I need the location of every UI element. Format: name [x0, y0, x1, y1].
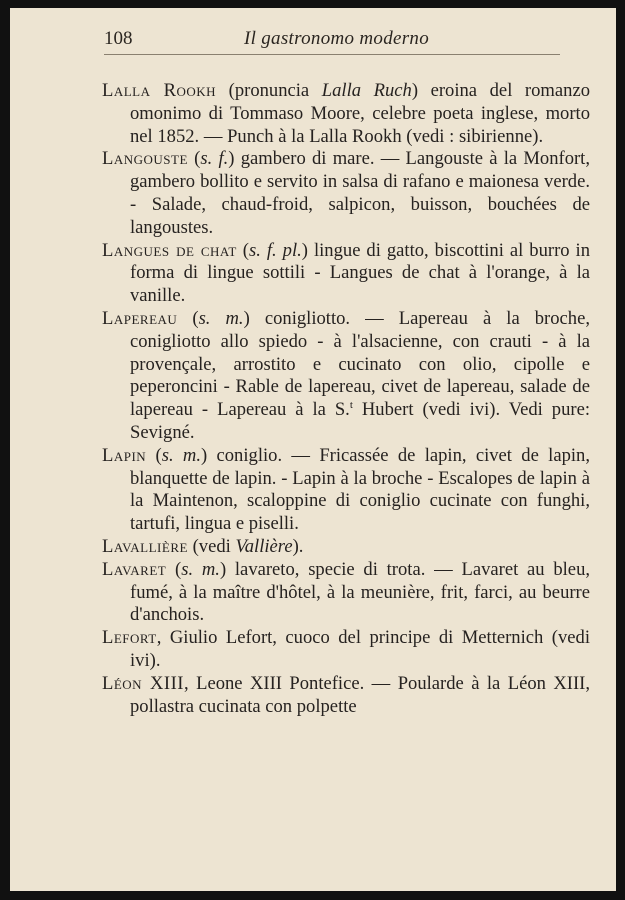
entry-lavaret: [102, 559, 590, 627]
entry-text: , Leone XIII Pontefice. — Poularde à la Léon XIII, pollastra cucinata con polpette: [130, 672, 591, 717]
entry-text: ) lavareto, specie di trota. — Lavaret au bleu, fumé, à la maître d'hôtel, à la meunière, frit, farci, au beurre d'anchois.: [130, 558, 591, 626]
book-page: [10, 8, 616, 891]
entry-text: (vedi: [187, 535, 236, 557]
entry-italic: s. f.: [200, 148, 229, 170]
entry-italic: s. f. pl.: [249, 239, 302, 261]
entry-italic: s. m.: [198, 307, 244, 329]
entry-text: (: [236, 239, 250, 261]
entry-text: ) conigliotto. — Lapereau à la broche, conigliotto allo spiedo - à l'alsacienne, con crauti - à la provençale, arrostito e cucinato con olio, cipolle e peperoncini - Rable de lapereau, civet de lapereau, salade de lapereau - Lapereau à la S.: [130, 307, 590, 421]
entry-text: (: [187, 148, 201, 170]
entry-text: (pronuncia: [216, 80, 322, 101]
entry-text: ) lingue di gatto, biscottini al burro in forma di lingue sottili - Langues de chat à l'orange, à la vanille.: [130, 239, 591, 307]
entry-text: ) eroina del romanzo omonimo di Tommaso Moore, celebre poeta inglese, morto nel 1852. — Punch à la Lalla Rookh (vedi : sibirienne).: [130, 80, 590, 147]
entry-text: Hubert (vedi ivi). Vedi pure: Sevigné.: [130, 399, 590, 443]
running-title: Il gastronomo moderno: [244, 28, 430, 49]
entry-text: ) gambero di mare. — Langouste à la Monfort, gambero bollito e servito in salsa di rafano e maionesa verde. - Salade, chaud-froid, salpicon, buisson, bouchées de langoustes.: [130, 148, 591, 238]
entry-text: , Giulio Lefort, cuoco del principe di Metternich (vedi ivi).: [130, 627, 590, 671]
entry-text: (: [146, 444, 162, 466]
entry-lapin: [102, 445, 590, 536]
entry-italic: s. m.: [181, 558, 220, 580]
page-header: [104, 24, 560, 55]
dictionary-body: [102, 80, 590, 718]
entry-italic: Vallière: [235, 535, 293, 557]
headword: Lapin: [102, 444, 147, 466]
entry-italic: Lalla Ruch: [321, 80, 412, 101]
headword: Lalla Rookh: [102, 80, 217, 101]
entry-text: ) coniglio. — Fricassée de lapin, civet de lapin, blanquette de lapin. - Lapin à la broche - Escalopes de lapin à la Maintenon, scaloppine di coniglio cucinate con funghi, tartufi, lingua e piselli.: [130, 444, 590, 535]
entry-lefort: [102, 627, 590, 673]
entry-lavalliere: [102, 536, 590, 559]
headword: Langues de chat: [102, 239, 237, 261]
entry-langues-de-chat: [102, 240, 590, 308]
headword: Lefort: [102, 627, 157, 649]
headword: Langouste: [102, 148, 188, 170]
entry-superscript: t: [349, 398, 353, 411]
entry-text: (: [166, 558, 182, 580]
headword: Lavaret: [102, 558, 167, 580]
headword: Lapereau: [102, 307, 178, 329]
headword: Lavallière: [102, 535, 188, 557]
entry-italic: s. m.: [161, 444, 201, 466]
entry-text: ).: [292, 535, 304, 557]
page-number: 108: [104, 28, 133, 49]
entry-leon-xiii: [102, 673, 590, 719]
entry-text: (: [177, 307, 199, 329]
headword: Léon XIII: [102, 672, 185, 694]
entry-langouste: [102, 148, 590, 239]
entry-lalla-rookh: [102, 80, 590, 148]
entry-lapereau: [102, 308, 590, 445]
